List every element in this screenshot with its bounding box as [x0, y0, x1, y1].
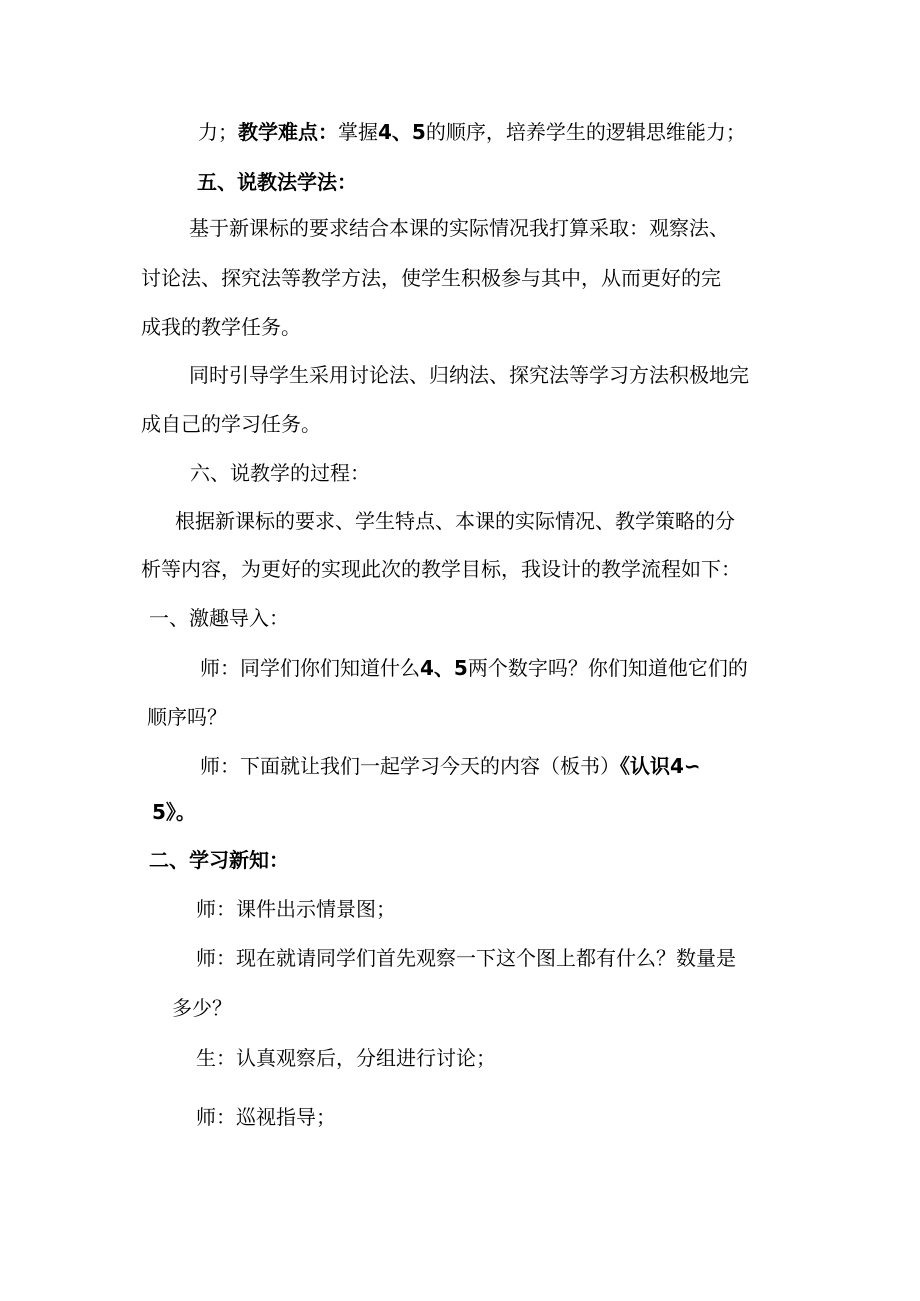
text-fragment: 掌握: [338, 120, 378, 144]
paragraph-line: 讨论法、探究法等教学方法，使学生积极参与其中，从而更好的完: [141, 266, 721, 290]
text-fragment: 力；: [198, 120, 238, 144]
dialogue-line: 师：课件出示情景图；: [196, 897, 396, 921]
lesson-title-end: 5》。: [152, 800, 196, 824]
dialogue-line: 顺序吗？: [147, 705, 227, 729]
dialogue-line: 多少？: [172, 996, 232, 1020]
text-fragment: 师：同学们你们知道什么: [200, 656, 420, 680]
dialogue-line: 师：现在就请同学们首先观察一下这个图上都有什么？数量是: [196, 946, 736, 970]
text-fragment: 师：下面就让我们一起学习今天的内容（板书）: [200, 754, 620, 778]
paragraph-line: 根据新课标的要求、学生特点、本课的实际情况、教学策略的分: [175, 509, 735, 533]
dialogue-line: [200, 752, 701, 780]
section-heading-methods: 五、说教法学法：: [197, 170, 357, 194]
text-fragment: 两个数字吗？你们知道他它们的: [467, 656, 748, 680]
number-text: 4、5: [378, 120, 426, 144]
paragraph-line: 成我的教学任务。: [141, 315, 301, 339]
dialogue-line: 师：巡视指导；: [196, 1105, 336, 1129]
number-text: 4、5: [420, 656, 468, 680]
paragraph-line: 基于新课标的要求结合本课的实际情况我打算采取：观察法、: [189, 216, 729, 240]
teaching-difficulty-line: [198, 118, 746, 146]
paragraph-line: 同时引导学生采用讨论法、归纳法、探究法等学习方法积极地完: [189, 363, 749, 387]
paragraph-line: 成自己的学习任务。: [141, 412, 321, 436]
text-fragment: 的顺序，培养学生的逻辑思维能力；: [425, 120, 746, 144]
paragraph-line: 析等内容，为更好的实现此次的教学目标，我设计的教学流程如下：: [141, 557, 741, 581]
dialogue-line: 生：认真观察后，分组进行讨论；: [196, 1046, 496, 1070]
lesson-title: 《认识4∽: [620, 754, 701, 778]
dialogue-line: [200, 654, 748, 682]
subsection-heading-intro: 一、激趣导入：: [149, 606, 289, 630]
section-heading-process: 六、说教学的过程：: [190, 461, 370, 485]
difficulty-label: 教学难点：: [238, 120, 338, 144]
subsection-heading-new-knowledge: 二、学习新知：: [149, 848, 289, 872]
